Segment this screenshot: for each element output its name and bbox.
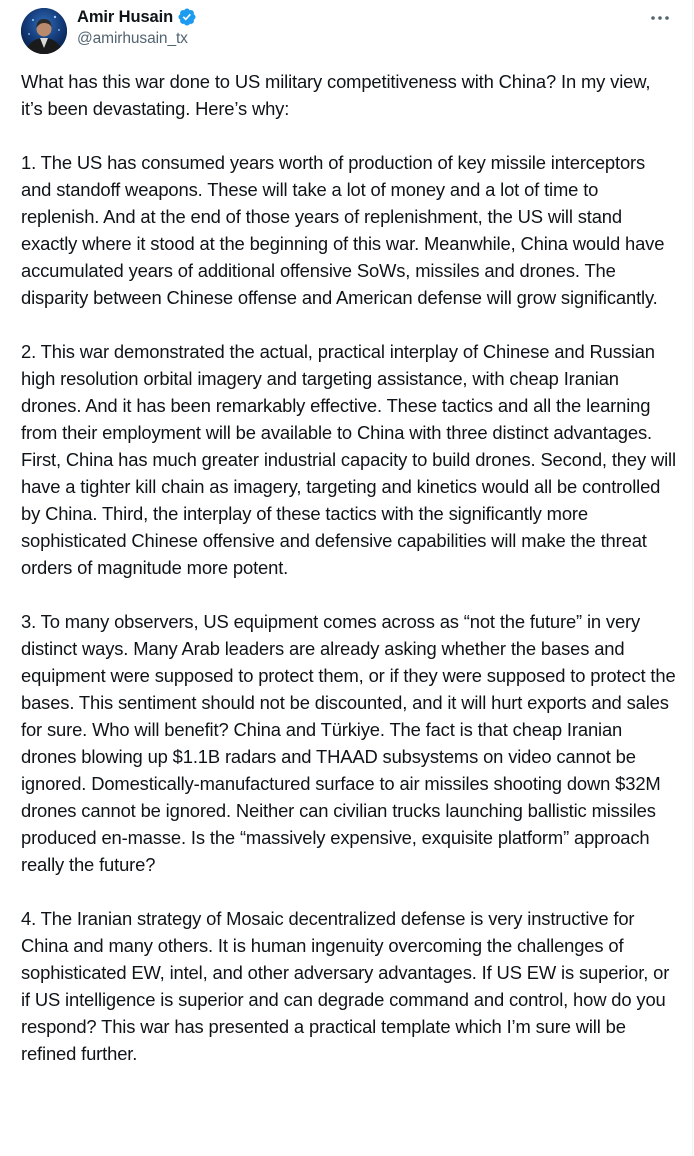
tweet-header — [77, 6, 197, 48]
tweet-paragraph-point-3: 3. To many observers, US equipment comes across as “not the future” in very distinct ways. Many Arab leaders are already asking whether the bases and equipment were supposed to protect them, or if they were supposed to protect the bases. This sentiment should not be discounted, and it will hurt exports and sales for sure. Who will benefit? China and Türkiye. The fact is that cheap Iranian drones blowing up $1.1B radars and THAAD subsystems on video cannot be ignored. Domestically-manufactured surface to air missiles shooting down $32M drones cannot be ignored. Neither can civilian trucks launching ballistic missiles produced en-masse. Is the “massively expensive, exquisite platform” approach really the future? — [21, 611, 676, 875]
author-handle[interactable]: @amirhusain_tx — [77, 30, 188, 47]
tweet-paragraph-point-4: 4. The Iranian strategy of Mosaic decentralized defense is very instructive for China and many others. It is human ingenuity overcoming the challenges of sophisticated EW, intel, and other adversary advantages. If US EW is superior, or if US intelligence is superior and can degrade command and control, how do you respond? This war has presented a practical template which I’m sure will be refined further. — [21, 908, 670, 1064]
divider — [692, 0, 693, 1156]
avatar[interactable] — [21, 8, 67, 54]
name-row — [77, 6, 197, 28]
tweet-paragraph-point-1: 1. The US has consumed years worth of production of key missile interceptors and standoff weapons. These will take a lot of money and a lot of time to replenish. And at the end of those years of replenishment, the US will stand exactly where it stood at the beginning of this war. Meanwhile, China would have accumulated years of additional offensive SoWs, missiles and drones. The disparity between Chinese offense and American defense will grow significantly. — [21, 152, 665, 308]
tweet-text — [21, 68, 676, 1067]
tweet-paragraph-intro: What has this war done to US military competitiveness with China? In my view, it’s been devastating. Here’s why: — [21, 71, 651, 119]
author-name[interactable]: Amir Husain — [77, 7, 174, 26]
more-horizontal-icon[interactable] — [648, 6, 672, 30]
verified-badge-icon[interactable] — [177, 7, 197, 27]
tweet-paragraph-point-2: 2. This war demonstrated the actual, practical interplay of Chinese and Russian high resolution orbital imagery and targeting assistance, with cheap Iranian drones. And it has been remarkably effective. These tactics and all the learning from their employment will be available to China with three distinct advantages. First, China has much greater industrial capacity to build drones. Second, they will have a tighter kill chain as imagery, targeting and kinetics would all be controlled by China. Third, the interplay of these tactics with the significantly more sophisticated Chinese offensive and defensive capabilities will make the threat orders of magnitude more potent. — [21, 341, 676, 578]
